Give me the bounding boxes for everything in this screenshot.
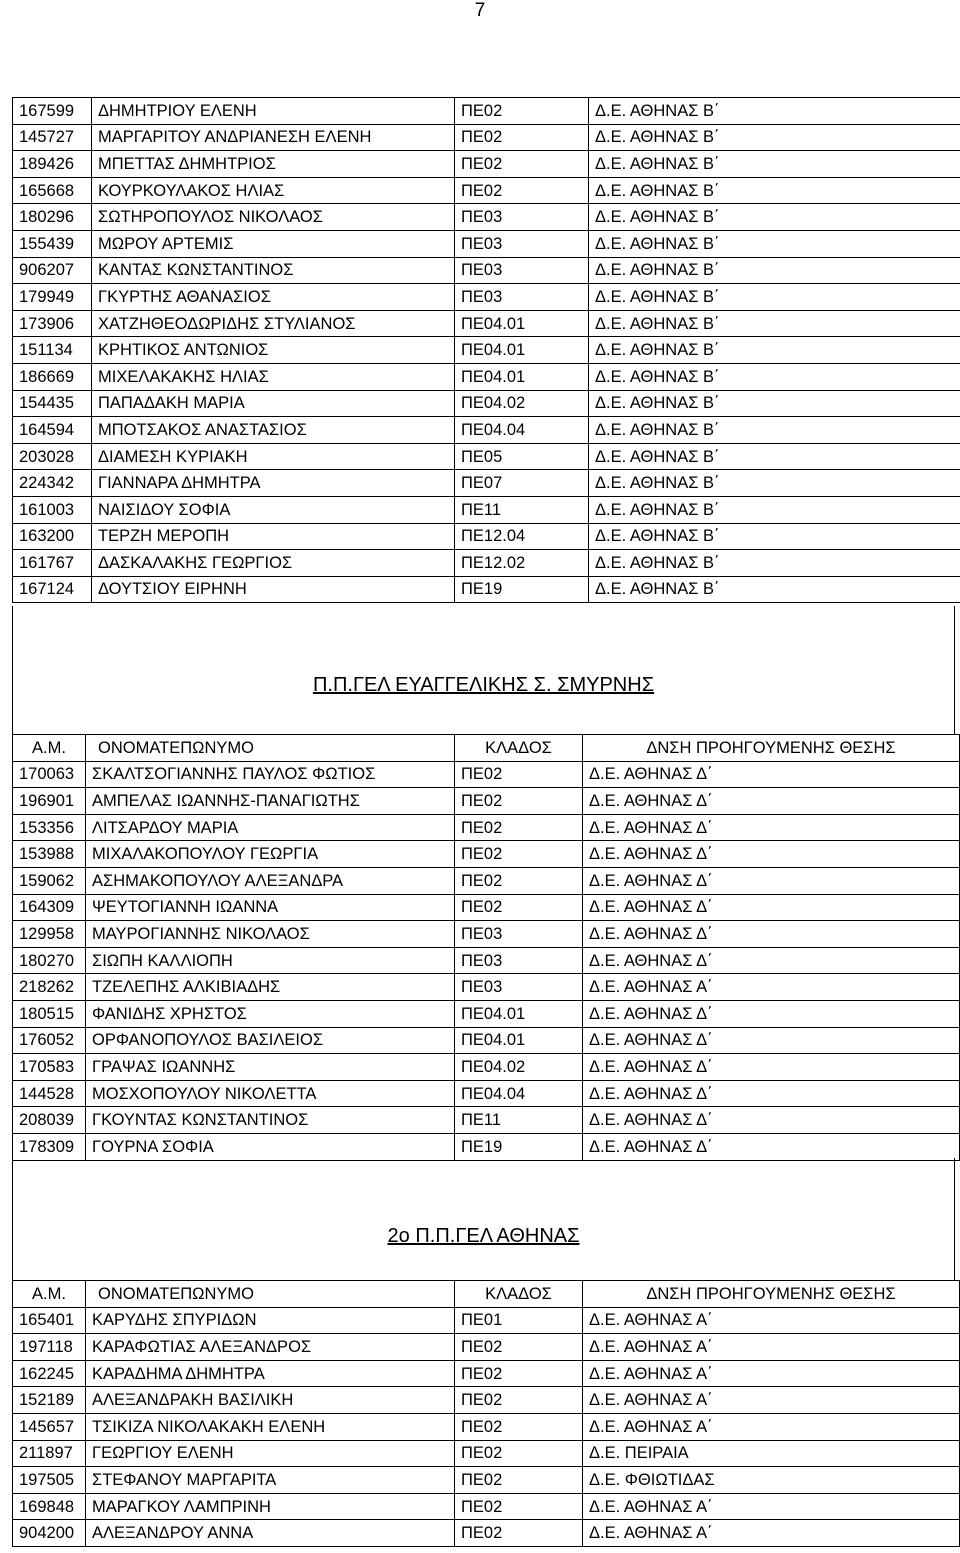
cell-previous-post: Δ.Ε. ΑΘΗΝΑΣ Δ΄ <box>583 1054 960 1081</box>
table-row <box>13 550 960 577</box>
cell-previous-post: Δ.Ε. ΑΘΗΝΑΣ Β΄ <box>589 204 960 231</box>
cell-am: 197505 <box>13 1467 86 1494</box>
cell-previous-post: Δ.Ε. ΠΕΙΡΑΙΑ <box>583 1440 960 1467</box>
cell-am: 906207 <box>13 257 92 284</box>
cell-previous-post: Δ.Ε. ΑΘΗΝΑΣ Β΄ <box>589 443 960 470</box>
cell-previous-post: Δ.Ε. ΑΘΗΝΑΣ Δ΄ <box>583 1133 960 1160</box>
cell-name: ΨΕΥΤΟΓΙΑΝΝΗ ΙΩΑΝΝΑ <box>86 894 455 921</box>
cell-am: 154435 <box>13 390 92 417</box>
cell-previous-post: Δ.Ε. ΑΘΗΝΑΣ Δ΄ <box>583 947 960 974</box>
table-row <box>13 947 960 974</box>
cell-previous-post: Δ.Ε. ΑΘΗΝΑΣ Δ΄ <box>583 1080 960 1107</box>
table-row <box>13 1413 960 1440</box>
staff-table-smyrnis <box>12 734 960 1161</box>
page-number: 7 <box>474 0 486 21</box>
cell-branch: ΠΕ03 <box>455 974 583 1001</box>
column-header-branch: ΚΛΑΔΟΣ <box>455 735 583 762</box>
cell-name: ΑΜΠΕΛΑΣ ΙΩΑΝΝΗΣ-ΠΑΝΑΓΙΩΤΗΣ <box>86 788 455 815</box>
cell-branch: ΠΕ03 <box>455 921 583 948</box>
cell-previous-post: Δ.Ε. ΑΘΗΝΑΣ Δ΄ <box>583 761 960 788</box>
staff-table-previous-section <box>12 97 960 603</box>
cell-am: 153356 <box>13 814 86 841</box>
column-header-am: Α.Μ. <box>13 1281 86 1308</box>
cell-name: ΜΟΣΧΟΠΟΥΛΟΥ ΝΙΚΟΛΕΤΤΑ <box>86 1080 455 1107</box>
table-row <box>13 1387 960 1414</box>
cell-branch: ΠΕ05 <box>455 443 589 470</box>
cell-am: 161767 <box>13 550 92 577</box>
table-header-row <box>13 735 960 762</box>
column-header-name: ΟΝΟΜΑΤΕΠΩΝΥΜΟ <box>86 1281 455 1308</box>
cell-name: ΜΠΟΤΣΑΚΟΣ ΑΝΑΣΤΑΣΙΟΣ <box>92 417 455 444</box>
column-header-name: ΟΝΟΜΑΤΕΠΩΝΥΜΟ <box>86 735 455 762</box>
cell-name: ΜΑΡΑΓΚΟΥ ΛΑΜΠΡΙΝΗ <box>86 1493 455 1520</box>
cell-am: 180270 <box>13 947 86 974</box>
cell-am: 144528 <box>13 1080 86 1107</box>
cell-name: ΓΡΑΨΑΣ ΙΩΑΝΝΗΣ <box>86 1054 455 1081</box>
cell-am: 186669 <box>13 363 92 390</box>
table-row <box>13 974 960 1001</box>
cell-name: ΔΑΣΚΑΛΑΚΗΣ ΓΕΩΡΓΙΟΣ <box>92 550 455 577</box>
table-row <box>13 894 960 921</box>
cell-previous-post: Δ.Ε. ΑΘΗΝΑΣ Β΄ <box>589 550 960 577</box>
table-row <box>13 1334 960 1361</box>
cell-am: 170063 <box>13 761 86 788</box>
cell-branch: ΠΕ12.04 <box>455 523 589 550</box>
cell-branch: ΠΕ02 <box>455 1440 583 1467</box>
cell-name: ΑΛΕΞΑΝΔΡΟΥ ΑΝΝΑ <box>86 1520 455 1547</box>
cell-name: ΣΩΤΗΡΟΠΟΥΛΟΣ ΝΙΚΟΛΑΟΣ <box>92 204 455 231</box>
cell-name: ΦΑΝΙΔΗΣ ΧΡΗΣΤΟΣ <box>86 1000 455 1027</box>
cell-am: 167124 <box>13 576 92 603</box>
cell-previous-post: Δ.Ε. ΑΘΗΝΑΣ Β΄ <box>589 230 960 257</box>
cell-branch: ΠΕ02 <box>455 177 589 204</box>
cell-name: ΜΠΕΤΤΑΣ ΔΗΜΗΤΡΙΟΣ <box>92 151 455 178</box>
cell-name: ΓΚΥΡΤΗΣ ΑΘΑΝΑΣΙΟΣ <box>92 284 455 311</box>
table-row <box>13 841 960 868</box>
table-row <box>13 496 960 523</box>
cell-name: ΚΑΡΥΔΗΣ ΣΠΥΡΙΔΩΝ <box>86 1307 455 1334</box>
cell-branch: ΠΕ11 <box>455 1107 583 1134</box>
cell-name: ΓΙΑΝΝΑΡΑ ΔΗΜΗΤΡΑ <box>92 470 455 497</box>
cell-am: 165401 <box>13 1307 86 1334</box>
cell-previous-post: Δ.Ε. ΑΘΗΝΑΣ Α΄ <box>583 1413 960 1440</box>
cell-previous-post: Δ.Ε. ΑΘΗΝΑΣ Β΄ <box>589 284 960 311</box>
cell-am: 196901 <box>13 788 86 815</box>
cell-branch: ΠΕ02 <box>455 761 583 788</box>
table-row <box>13 1493 960 1520</box>
table-row <box>13 1467 960 1494</box>
table-row <box>13 1520 960 1547</box>
table-row <box>13 867 960 894</box>
cell-branch: ΠΕ07 <box>455 470 589 497</box>
cell-previous-post: Δ.Ε. ΑΘΗΝΑΣ Α΄ <box>583 1334 960 1361</box>
cell-branch: ΠΕ02 <box>455 1493 583 1520</box>
cell-branch: ΠΕ01 <box>455 1307 583 1334</box>
cell-previous-post: Δ.Ε. ΑΘΗΝΑΣ Β΄ <box>589 310 960 337</box>
table-body <box>13 98 960 603</box>
cell-name: ΑΛΕΞΑΝΔΡΑΚΗ ΒΑΣΙΛΙΚΗ <box>86 1387 455 1414</box>
cell-previous-post: Δ.Ε. ΑΘΗΝΑΣ Δ΄ <box>583 921 960 948</box>
cell-name: ΜΑΥΡΟΓΙΑΝΝΗΣ ΝΙΚΟΛΑΟΣ <box>86 921 455 948</box>
table-body <box>13 1281 960 1547</box>
table-row <box>13 177 960 204</box>
cell-branch: ΠΕ02 <box>455 867 583 894</box>
cell-name: ΣΤΕΦΑΝΟΥ ΜΑΡΓΑΡΙΤΑ <box>86 1467 455 1494</box>
cell-name: ΜΑΡΓΑΡΙΤΟΥ ΑΝΔΡΙΑΝΕΣΗ ΕΛΕΝΗ <box>92 124 455 151</box>
table-row <box>13 1133 960 1160</box>
cell-branch: ΠΕ04.01 <box>455 337 589 364</box>
cell-name: ΜΙΧΑΛΑΚΟΠΟΥΛΟΥ ΓΕΩΡΓΙΑ <box>86 841 455 868</box>
cell-branch: ΠΕ02 <box>455 1413 583 1440</box>
cell-name: ΠΑΠΑΔΑΚΗ ΜΑΡΙΑ <box>92 390 455 417</box>
table-row <box>13 98 960 125</box>
cell-previous-post: Δ.Ε. ΑΘΗΝΑΣ Β΄ <box>589 257 960 284</box>
cell-previous-post: Δ.Ε. ΑΘΗΝΑΣ Β΄ <box>589 151 960 178</box>
cell-am: 180515 <box>13 1000 86 1027</box>
cell-previous-post: Δ.Ε. ΑΘΗΝΑΣ Β΄ <box>589 390 960 417</box>
cell-branch: ΠΕ04.02 <box>455 1054 583 1081</box>
table-row <box>13 284 960 311</box>
cell-am: 189426 <box>13 151 92 178</box>
table-row <box>13 1027 960 1054</box>
column-header-previous-post: ΔΝΣΗ ΠΡΟΗΓΟΥΜΕΝΗΣ ΘΕΣΗΣ <box>583 735 960 762</box>
cell-previous-post: Δ.Ε. ΑΘΗΝΑΣ Δ΄ <box>583 1027 960 1054</box>
cell-am: 151134 <box>13 337 92 364</box>
cell-am: 179949 <box>13 284 92 311</box>
cell-name: ΔΟΥΤΣΙΟΥ ΕΙΡΗΝΗ <box>92 576 455 603</box>
cell-previous-post: Δ.Ε. ΑΘΗΝΑΣ Δ΄ <box>583 814 960 841</box>
cell-name: ΤΣΙΚΙΖΑ ΝΙΚΟΛΑΚΑΚΗ ΕΛΕΝΗ <box>86 1413 455 1440</box>
cell-branch: ΠΕ02 <box>455 1334 583 1361</box>
cell-am: 164594 <box>13 417 92 444</box>
table-row <box>13 363 960 390</box>
cell-name: ΤΕΡΖΗ ΜΕΡΟΠΗ <box>92 523 455 550</box>
cell-am: 904200 <box>13 1520 86 1547</box>
table-row <box>13 523 960 550</box>
cell-name: ΔΙΑΜΕΣΗ ΚΥΡΙΑΚΗ <box>92 443 455 470</box>
cell-name: ΤΖΕΛΕΠΗΣ ΑΛΚΙΒΙΑΔΗΣ <box>86 974 455 1001</box>
column-header-previous-post: ΔΝΣΗ ΠΡΟΗΓΟΥΜΕΝΗΣ ΘΕΣΗΣ <box>583 1281 960 1308</box>
cell-am: 153988 <box>13 841 86 868</box>
table-header-row <box>13 1281 960 1308</box>
cell-previous-post: Δ.Ε. ΑΘΗΝΑΣ Δ΄ <box>583 841 960 868</box>
cell-name: ΟΡΦΑΝΟΠΟΥΛΟΣ ΒΑΣΙΛΕΙΟΣ <box>86 1027 455 1054</box>
cell-branch: ΠΕ02 <box>455 814 583 841</box>
table-row <box>13 337 960 364</box>
cell-am: 145727 <box>13 124 92 151</box>
cell-branch: ΠΕ04.01 <box>455 1000 583 1027</box>
cell-previous-post: Δ.Ε. ΦΘΙΩΤΙΔΑΣ <box>583 1467 960 1494</box>
cell-am: 152189 <box>13 1387 86 1414</box>
cell-am: 164309 <box>13 894 86 921</box>
table-row <box>13 390 960 417</box>
staff-table-2nd-athens <box>12 1280 960 1547</box>
table-row <box>13 257 960 284</box>
table-row <box>13 1107 960 1134</box>
cell-am: 197118 <box>13 1334 86 1361</box>
cell-branch: ΠΕ04.01 <box>455 363 589 390</box>
cell-am: 208039 <box>13 1107 86 1134</box>
cell-am: 162245 <box>13 1360 86 1387</box>
cell-am: 173906 <box>13 310 92 337</box>
cell-am: 145657 <box>13 1413 86 1440</box>
cell-branch: ΠΕ04.01 <box>455 1027 583 1054</box>
table-row <box>13 470 960 497</box>
cell-branch: ΠΕ04.02 <box>455 390 589 417</box>
cell-previous-post: Δ.Ε. ΑΘΗΝΑΣ Β΄ <box>589 576 960 603</box>
cell-branch: ΠΕ02 <box>455 841 583 868</box>
cell-name: ΚΑΡΑΔΗΜΑ ΔΗΜΗΤΡΑ <box>86 1360 455 1387</box>
cell-name: ΑΣΗΜΑΚΟΠΟΥΛΟΥ ΑΛΕΞΑΝΔΡΑ <box>86 867 455 894</box>
table-row <box>13 443 960 470</box>
cell-name: ΓΕΩΡΓΙΟΥ ΕΛΕΝΗ <box>86 1440 455 1467</box>
cell-name: ΚΟΥΡΚΟΥΛΑΚΟΣ ΗΛΙΑΣ <box>92 177 455 204</box>
cell-am: 155439 <box>13 230 92 257</box>
cell-branch: ΠΕ03 <box>455 284 589 311</box>
cell-name: ΧΑΤΖΗΘΕΟΔΩΡΙΔΗΣ ΣΤΥΛΙΑΝΟΣ <box>92 310 455 337</box>
table-row <box>13 1054 960 1081</box>
table-row <box>13 1360 960 1387</box>
cell-am: 211897 <box>13 1440 86 1467</box>
cell-branch: ΠΕ04.04 <box>455 417 589 444</box>
cell-am: 180296 <box>13 204 92 231</box>
cell-previous-post: Δ.Ε. ΑΘΗΝΑΣ Δ΄ <box>583 1107 960 1134</box>
cell-previous-post: Δ.Ε. ΑΘΗΝΑΣ Α΄ <box>583 1307 960 1334</box>
cell-am: 159062 <box>13 867 86 894</box>
section-title-2nd-athens: 2ο Π.Π.ΓΕΛ ΑΘΗΝΑΣ <box>387 1225 580 1247</box>
cell-branch: ΠΕ02 <box>455 1387 583 1414</box>
cell-name: ΔΗΜΗΤΡΙΟΥ ΕΛΕΝΗ <box>92 98 455 125</box>
cell-name: ΝΑΙΣΙΔΟΥ ΣΟΦΙΑ <box>92 496 455 523</box>
cell-previous-post: Δ.Ε. ΑΘΗΝΑΣ Β΄ <box>589 337 960 364</box>
cell-am: 176052 <box>13 1027 86 1054</box>
cell-previous-post: Δ.Ε. ΑΘΗΝΑΣ Δ΄ <box>583 894 960 921</box>
cell-am: 167599 <box>13 98 92 125</box>
table-row <box>13 788 960 815</box>
table-row <box>13 1000 960 1027</box>
cell-previous-post: Δ.Ε. ΑΘΗΝΑΣ Α΄ <box>583 1360 960 1387</box>
table-row <box>13 814 960 841</box>
cell-previous-post: Δ.Ε. ΑΘΗΝΑΣ Β΄ <box>589 177 960 204</box>
cell-previous-post: Δ.Ε. ΑΘΗΝΑΣ Δ΄ <box>583 867 960 894</box>
table-row <box>13 230 960 257</box>
table-row <box>13 1080 960 1107</box>
cell-branch: ΠΕ02 <box>455 124 589 151</box>
cell-am: 224342 <box>13 470 92 497</box>
cell-name: ΛΙΤΣΑΡΔΟΥ ΜΑΡΙΑ <box>86 814 455 841</box>
cell-name: ΣΚΑΛΤΣΟΓΙΑΝΝΗΣ ΠΑΥΛΟΣ ΦΩΤΙΟΣ <box>86 761 455 788</box>
table-row <box>13 761 960 788</box>
cell-previous-post: Δ.Ε. ΑΘΗΝΑΣ Β΄ <box>589 470 960 497</box>
cell-name: ΚΑΡΑΦΩΤΙΑΣ ΑΛΕΞΑΝΔΡΟΣ <box>86 1334 455 1361</box>
cell-branch: ΠΕ02 <box>455 98 589 125</box>
cell-branch: ΠΕ02 <box>455 1520 583 1547</box>
cell-branch: ΠΕ02 <box>455 151 589 178</box>
cell-branch: ΠΕ03 <box>455 947 583 974</box>
table-row <box>13 1440 960 1467</box>
table-row <box>13 151 960 178</box>
cell-branch: ΠΕ11 <box>455 496 589 523</box>
column-header-branch: ΚΛΑΔΟΣ <box>455 1281 583 1308</box>
section-spacer <box>12 606 955 734</box>
cell-am: 178309 <box>13 1133 86 1160</box>
cell-name: ΣΙΩΠΗ ΚΑΛΛΙΟΠΗ <box>86 947 455 974</box>
cell-branch: ΠΕ04.04 <box>455 1080 583 1107</box>
table-row <box>13 204 960 231</box>
cell-branch: ΠΕ02 <box>455 1360 583 1387</box>
cell-branch: ΠΕ03 <box>455 230 589 257</box>
cell-branch: ΠΕ12.02 <box>455 550 589 577</box>
cell-am: 203028 <box>13 443 92 470</box>
table-row <box>13 310 960 337</box>
cell-previous-post: Δ.Ε. ΑΘΗΝΑΣ Α΄ <box>583 974 960 1001</box>
cell-am: 161003 <box>13 496 92 523</box>
cell-previous-post: Δ.Ε. ΑΘΗΝΑΣ Α΄ <box>583 1520 960 1547</box>
cell-previous-post: Δ.Ε. ΑΘΗΝΑΣ Α΄ <box>583 1387 960 1414</box>
table-body <box>13 735 960 1161</box>
cell-previous-post: Δ.Ε. ΑΘΗΝΑΣ Δ΄ <box>583 788 960 815</box>
cell-name: ΓΚΟΥΝΤΑΣ ΚΩΝΣΤΑΝΤΙΝΟΣ <box>86 1107 455 1134</box>
cell-previous-post: Δ.Ε. ΑΘΗΝΑΣ Β΄ <box>589 98 960 125</box>
column-header-am: Α.Μ. <box>13 735 86 762</box>
cell-branch: ΠΕ02 <box>455 788 583 815</box>
cell-am: 170583 <box>13 1054 86 1081</box>
cell-previous-post: Δ.Ε. ΑΘΗΝΑΣ Β΄ <box>589 523 960 550</box>
table-row <box>13 1307 960 1334</box>
cell-name: ΜΙΧΕΛΑΚΑΚΗΣ ΗΛΙΑΣ <box>92 363 455 390</box>
cell-am: 163200 <box>13 523 92 550</box>
cell-previous-post: Δ.Ε. ΑΘΗΝΑΣ Α΄ <box>583 1493 960 1520</box>
cell-branch: ΠΕ04.01 <box>455 310 589 337</box>
cell-branch: ΠΕ02 <box>455 1467 583 1494</box>
table-row <box>13 417 960 444</box>
cell-branch: ΠΕ02 <box>455 894 583 921</box>
cell-am: 218262 <box>13 974 86 1001</box>
cell-previous-post: Δ.Ε. ΑΘΗΝΑΣ Β΄ <box>589 417 960 444</box>
cell-previous-post: Δ.Ε. ΑΘΗΝΑΣ Δ΄ <box>583 1000 960 1027</box>
table-row <box>13 124 960 151</box>
table-row <box>13 921 960 948</box>
cell-am: 169848 <box>13 1493 86 1520</box>
cell-name: ΓΟΥΡΝΑ ΣΟΦΙΑ <box>86 1133 455 1160</box>
cell-previous-post: Δ.Ε. ΑΘΗΝΑΣ Β΄ <box>589 124 960 151</box>
cell-branch: ΠΕ03 <box>455 204 589 231</box>
cell-name: ΚΑΝΤΑΣ ΚΩΝΣΤΑΝΤΙΝΟΣ <box>92 257 455 284</box>
cell-branch: ΠΕ03 <box>455 257 589 284</box>
section-spacer <box>12 1158 955 1280</box>
cell-branch: ΠΕ19 <box>455 1133 583 1160</box>
section-title-smyrnis: Π.Π.ΓΕΛ ΕΥΑΓΓΕΛΙΚΗΣ Σ. ΣΜΥΡΝΗΣ <box>312 674 655 696</box>
cell-previous-post: Δ.Ε. ΑΘΗΝΑΣ Β΄ <box>589 496 960 523</box>
cell-branch: ΠΕ19 <box>455 576 589 603</box>
table-row <box>13 576 960 603</box>
cell-am: 129958 <box>13 921 86 948</box>
cell-name: ΚΡΗΤΙΚΟΣ ΑΝΤΩΝΙΟΣ <box>92 337 455 364</box>
cell-am: 165668 <box>13 177 92 204</box>
cell-previous-post: Δ.Ε. ΑΘΗΝΑΣ Β΄ <box>589 363 960 390</box>
cell-name: ΜΩΡΟΥ ΑΡΤΕΜΙΣ <box>92 230 455 257</box>
